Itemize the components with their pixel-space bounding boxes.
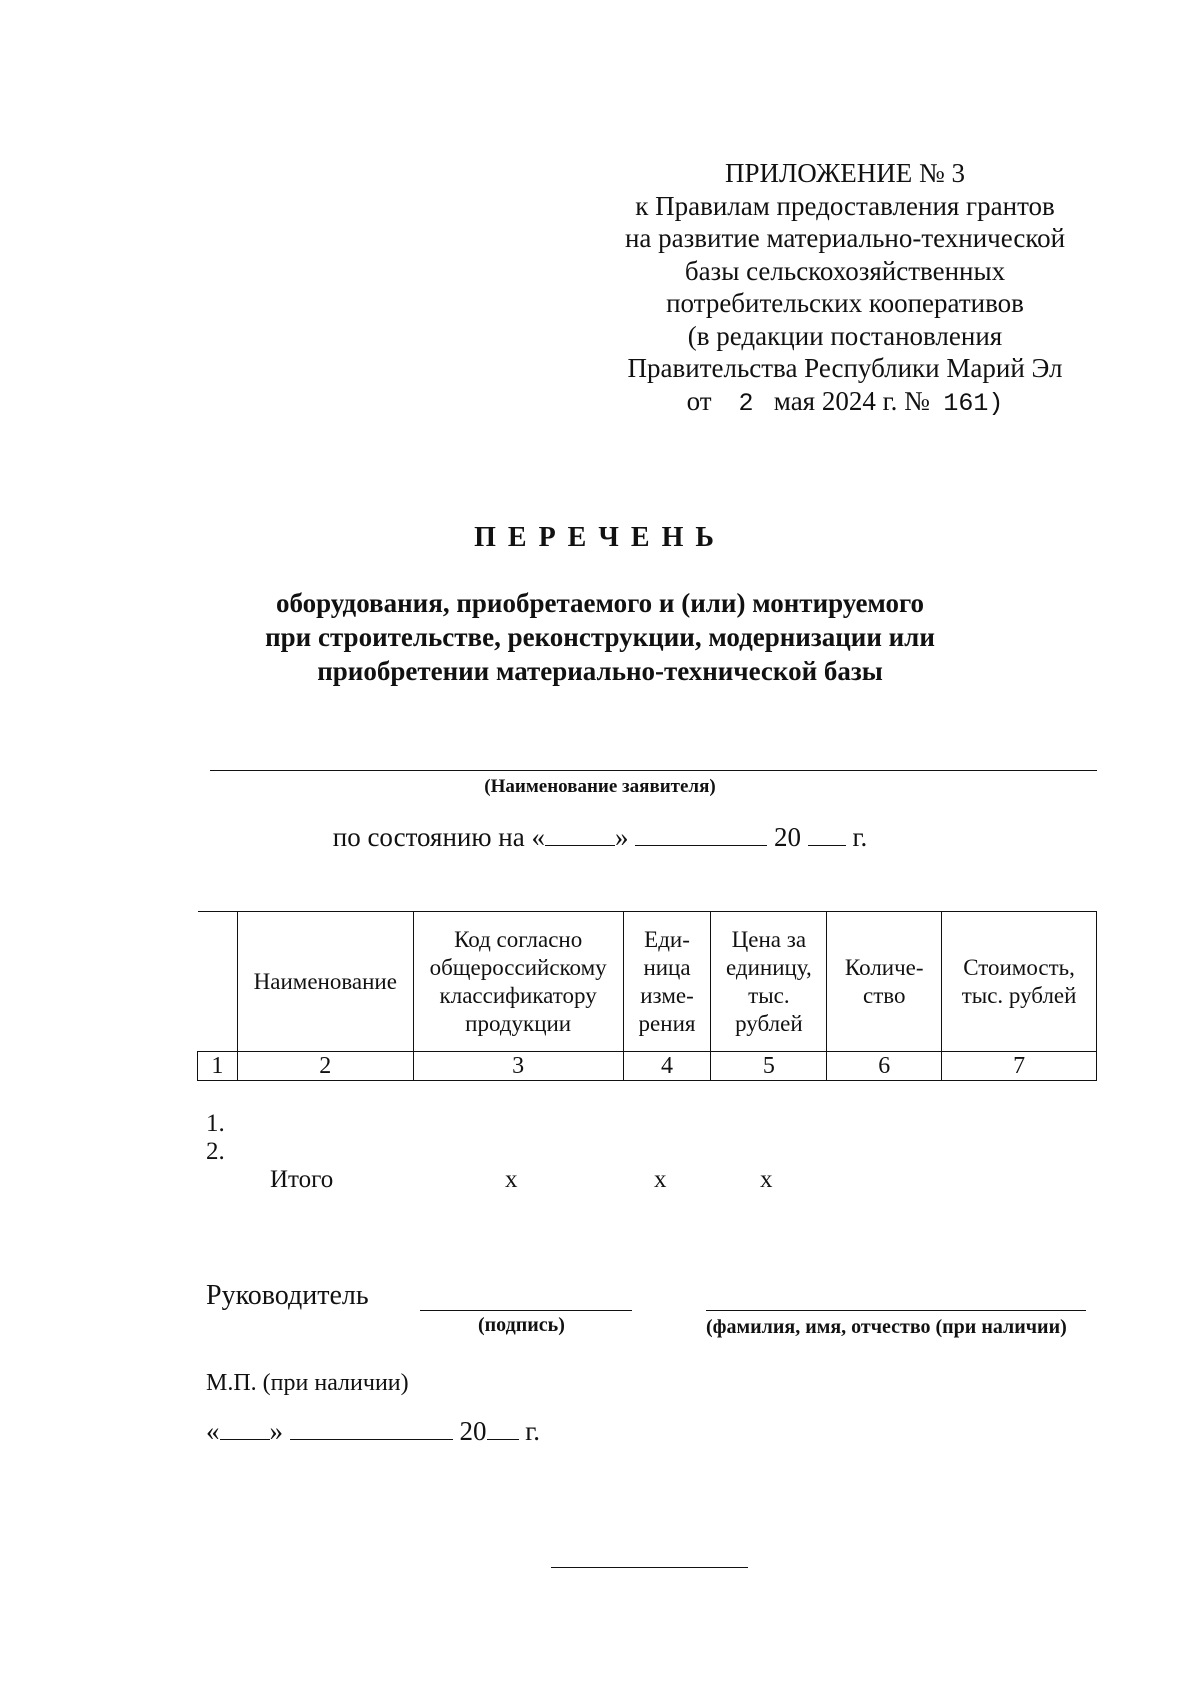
column-number: 6	[827, 1052, 942, 1081]
closing-divider	[551, 1567, 748, 1568]
signature-date	[206, 1416, 540, 1447]
document-number: 161)	[943, 388, 1004, 418]
table-header-row	[198, 912, 1097, 1052]
sign-year-blank[interactable]	[487, 1417, 519, 1440]
total-mark-price: х	[760, 1166, 773, 1193]
as-of-prefix: по состоянию на «	[332, 822, 545, 852]
column-number: 3	[413, 1052, 623, 1081]
subtitle-line: при строительстве, реконструкции, модернизации или	[265, 622, 935, 652]
signature-line[interactable]	[420, 1310, 632, 1311]
column-header: Количе-ство	[827, 912, 942, 1052]
column-number: 4	[623, 1052, 711, 1081]
column-header: Код согласно общероссийскому классификатору продукции	[413, 912, 623, 1052]
sign-year: 20	[459, 1416, 487, 1446]
column-number-row	[198, 1052, 1097, 1081]
date-quote-open: «	[206, 1416, 220, 1446]
head-label: Руководитель	[206, 1280, 369, 1311]
subtitle-line: приобретении материально-технической базы	[317, 656, 883, 686]
as-of-suffix: г.	[852, 822, 868, 852]
column-header: Стоимость, тыс. рублей	[942, 912, 1097, 1052]
document-subtitle	[200, 586, 1000, 688]
column-number: 2	[237, 1052, 413, 1081]
full-name-line[interactable]	[706, 1310, 1086, 1311]
column-header: Наименование	[237, 912, 413, 1052]
sign-suffix: г.	[525, 1416, 541, 1446]
appendix-line: Правительства Республики Марий Эл	[627, 353, 1063, 383]
appendix-line: базы сельскохозяйственных	[684, 255, 1006, 286]
equipment-table	[197, 911, 1097, 1081]
stamp-label: М.П. (при наличии)	[206, 1370, 409, 1396]
total-mark-code: х	[505, 1166, 518, 1193]
applicant-caption: (Наименование заявителя)	[484, 776, 716, 797]
column-header	[198, 912, 238, 1052]
as-of-date	[0, 822, 1200, 853]
total-mark-unit: х	[654, 1166, 667, 1193]
month-blank[interactable]	[635, 823, 767, 846]
year-blank[interactable]	[808, 823, 846, 846]
date-day: 2	[738, 388, 754, 418]
column-number: 1	[198, 1052, 238, 1081]
sign-month-blank[interactable]	[290, 1417, 453, 1440]
appendix-date-line	[610, 385, 1080, 421]
document-title: ПЕРЕЧЕНЬ	[474, 522, 726, 553]
column-header: Цена за единицу, тыс. рублей	[711, 912, 827, 1052]
row-number: 1.	[206, 1110, 225, 1137]
date-quote-close: »	[269, 1416, 283, 1446]
as-of-year: 20	[773, 822, 801, 852]
signature-caption: (подпись)	[478, 1314, 565, 1336]
sign-day-blank[interactable]	[220, 1417, 270, 1440]
full-name-caption: (фамилия, имя, отчество (при наличии)	[706, 1316, 1067, 1338]
row-list	[206, 1110, 225, 1166]
date-prefix: от	[686, 385, 712, 416]
appendix-block	[610, 157, 1080, 420]
as-of-quote-close: »	[614, 822, 629, 852]
applicant-name-line[interactable]	[210, 770, 1097, 771]
column-header: Еди-ница изме-рения	[623, 912, 711, 1052]
appendix-line: на развитие материально-технической	[624, 223, 1066, 253]
date-rest: мая 2024 г. №	[773, 385, 930, 416]
appendix-title: ПРИЛОЖЕНИЕ № 3	[724, 158, 966, 188]
appendix-line: (в редакции постановления	[687, 320, 1003, 351]
day-blank[interactable]	[545, 823, 615, 846]
row-number: 2.	[206, 1138, 225, 1165]
appendix-line: потребительских кооперативов	[666, 288, 1024, 318]
subtitle-line: оборудования, приобретаемого и (или) монтируемого	[275, 588, 925, 618]
column-number: 5	[711, 1052, 827, 1081]
appendix-line: к Правилам предоставления грантов	[635, 190, 1055, 221]
column-number: 7	[942, 1052, 1097, 1081]
total-label: Итого	[270, 1166, 334, 1193]
